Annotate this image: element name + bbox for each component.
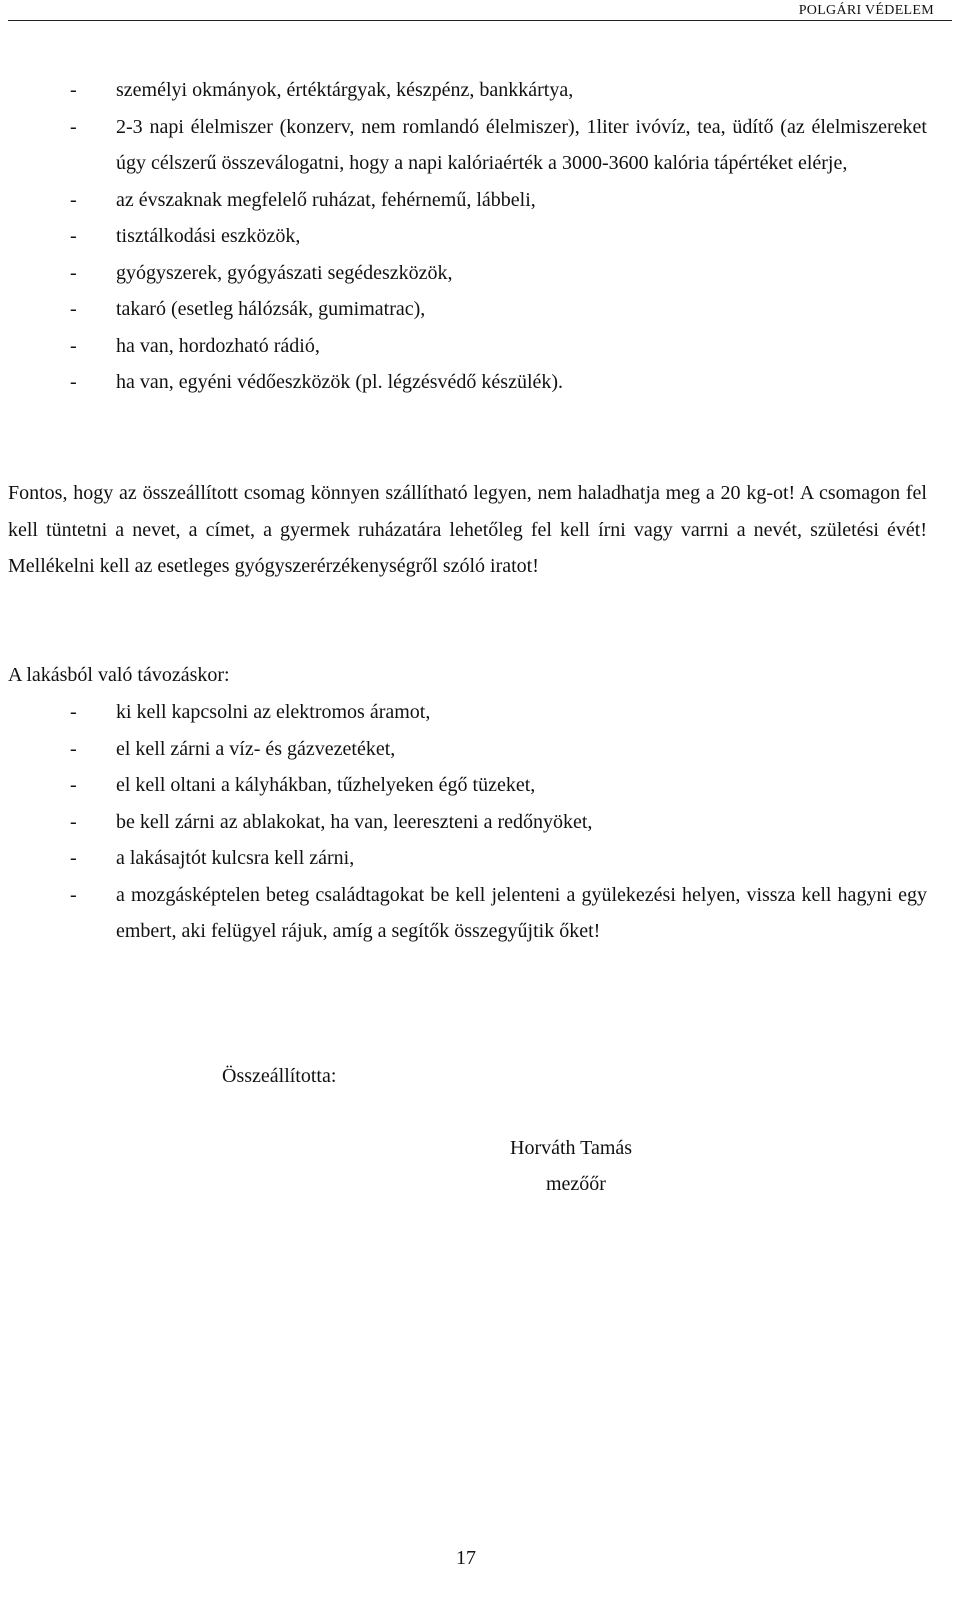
list-dash: - — [70, 371, 77, 393]
list-item — [0, 767, 960, 804]
list-dash: - — [70, 115, 77, 138]
list-item-text: 2-3 napi élelmiszer (konzerv, nem romlandó élelmiszer), 1liter ivóvíz, tea, üdítő (az élelmiszereket úgy célszerű összeválogatni, hogy a napi kalóriaérték a 3000-3600 kalória tápértéket elérje, — [116, 115, 927, 174]
note-paragraph: Fontos, hogy az összeállított csomag könnyen szállítható legyen, nem haladhatja meg a 20 kg-ot! A csomagon fel kell tüntetni a nevet, a címet, a gyermek ruházatára lehetőleg fel kell írni vagy varrni a nevét, születési évét! Mellékelni kell az esetleges gyógyszerérzékenységről szóló iratot! — [8, 482, 927, 577]
list-item-text: ha van, hordozható rádió, — [116, 334, 320, 357]
compiled-by-label: Összeállította: — [222, 1065, 337, 1087]
author-name: Horváth Tamás — [510, 1137, 633, 1159]
list-item-text: el kell zárni a víz- és gázvezetéket, — [116, 737, 396, 760]
list-item-text: tisztálkodási eszközök, — [116, 225, 301, 247]
list-item-text: takaró (esetleg hálózsák, gumimatrac), — [116, 298, 426, 320]
list-item-text: ha van, egyéni védőeszközök (pl. légzésvédő készülék). — [116, 371, 564, 393]
list-item-text: el kell oltani a kályhákban, tűzhelyeken égő tüzeket, — [116, 774, 536, 796]
list-item — [0, 291, 960, 328]
list-item — [0, 731, 960, 768]
author-role: mezőőr — [546, 1173, 606, 1195]
list-item-text: a lakásajtót kulcsra kell zárni, — [116, 847, 355, 869]
list-item — [0, 364, 960, 401]
header-title: POLGÁRI VÉDELEM — [798, 3, 934, 18]
list-dash: - — [70, 737, 77, 760]
list-item — [0, 255, 960, 292]
list-item — [0, 218, 960, 255]
list-dash: - — [70, 774, 77, 796]
list-dash: - — [70, 79, 77, 101]
leaving-intro: A lakásból való távozáskor: — [8, 664, 230, 686]
leaving-list — [0, 694, 960, 950]
list-dash: - — [70, 261, 77, 284]
list-item-text: ki kell kapcsolni az elektromos áramot, — [116, 701, 431, 723]
list-item-text: a mozgásképtelen beteg családtagokat be kell jelenteni a gyülekezési helyen, vissza kell hagyni egy embert, aki felügyel rájuk, amíg a segítők összegyűjtik őket! — [116, 883, 927, 942]
list-dash: - — [70, 701, 77, 723]
list-item — [0, 328, 960, 365]
list-dash: - — [70, 188, 77, 211]
list-item — [0, 109, 960, 182]
list-item — [0, 877, 960, 950]
list-item — [0, 804, 960, 841]
page-header — [8, 2, 952, 21]
list-dash: - — [70, 225, 77, 247]
page-number: 17 — [456, 1547, 476, 1569]
packing-list — [0, 72, 960, 401]
list-dash: - — [70, 298, 77, 320]
list-dash: - — [70, 847, 77, 869]
list-item — [0, 72, 960, 109]
list-item-text: be kell zárni az ablakokat, ha van, leereszteni a redőnyöket, — [116, 810, 593, 833]
list-item — [0, 694, 960, 731]
list-dash: - — [70, 334, 77, 357]
list-dash: - — [70, 810, 77, 833]
list-item-text: gyógyszerek, gyógyászati segédeszközök, — [116, 261, 453, 284]
list-item — [0, 840, 960, 877]
list-item — [0, 182, 960, 219]
list-item-text: az évszaknak megfelelő ruházat, fehérnemű, lábbeli, — [116, 188, 536, 211]
list-dash: - — [70, 883, 77, 906]
list-item-text: személyi okmányok, értéktárgyak, készpénz, bankkártya, — [116, 79, 574, 101]
